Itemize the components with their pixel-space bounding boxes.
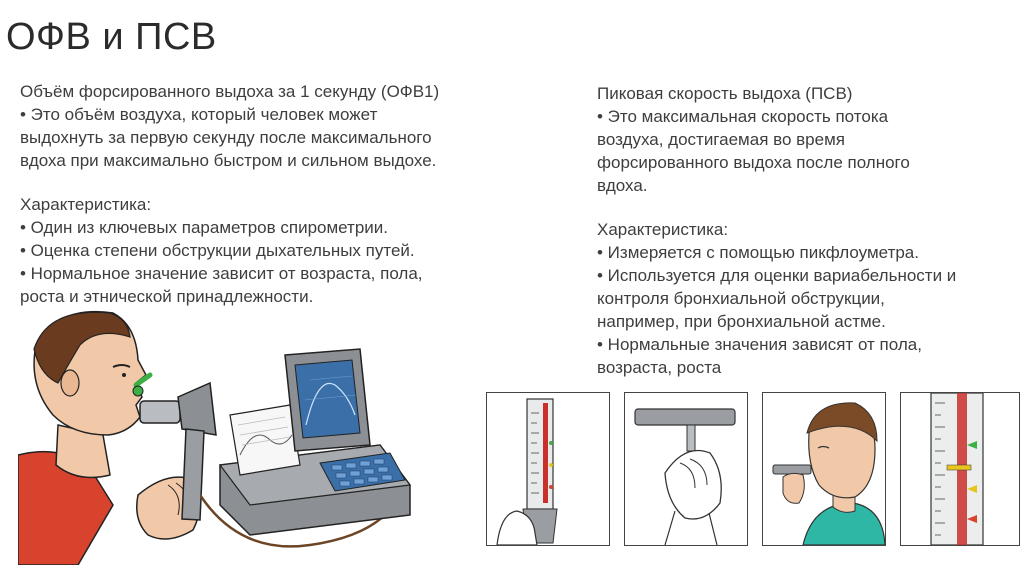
peak-flow-meter-closeup-icon bbox=[901, 393, 1019, 545]
page-title: ОФВ и ПСВ bbox=[6, 16, 217, 58]
fev1-definition-line: выдохнуть за первую секунду после максимального bbox=[20, 128, 432, 147]
peak-flow-meter-held-icon bbox=[625, 393, 747, 545]
peak-flow-panel bbox=[486, 392, 610, 546]
pef-characteristic-line: • Используется для оценки вариабельности и bbox=[597, 266, 957, 285]
fev1-characteristic-line: • Нормальное значение зависит от возраста, пола, bbox=[20, 264, 423, 283]
pef-characteristic-line: • Измеряется с помощью пикфлоуметра. bbox=[597, 243, 919, 262]
peak-flow-panel bbox=[624, 392, 748, 546]
fev1-characteristic-line: роста и этнической принадлежности. bbox=[20, 287, 314, 306]
pef-characteristic-line: возраста, роста bbox=[597, 358, 722, 377]
pef-characteristic-line: • Нормальные значения зависят от пола, bbox=[597, 335, 922, 354]
pef-heading: Пиковая скорость выдоха (ПСВ) bbox=[597, 84, 853, 103]
peak-flow-meter-scale-icon bbox=[487, 393, 609, 545]
spirometry-patient-illustration bbox=[18, 305, 218, 565]
peak-flow-user-icon bbox=[763, 393, 885, 545]
fev1-characteristics-heading: Характеристика: bbox=[20, 195, 152, 214]
fev1-characteristic-line: • Один из ключевых параметров спирометрии. bbox=[20, 218, 389, 237]
peak-flow-panel bbox=[900, 392, 1020, 546]
fev1-definition-line: • Это объём воздуха, который человек может bbox=[20, 105, 378, 124]
pef-definition-line: вдоха. bbox=[597, 176, 648, 195]
pef-definition-line: • Это максимальная скорость потока bbox=[597, 107, 889, 126]
pef-definition-line: форсированного выдоха после полного bbox=[597, 153, 910, 172]
spirometer-device-illustration bbox=[200, 345, 420, 560]
pef-section bbox=[597, 82, 1017, 379]
fev1-section bbox=[20, 80, 520, 308]
fev1-definition-line: вдоха при максимально быстром и сильном выдохе. bbox=[20, 151, 437, 170]
pef-definition-line: воздуха, достигаемая во время bbox=[597, 130, 845, 149]
peak-flow-panel bbox=[762, 392, 886, 546]
fev1-heading: Объём форсированного выдоха за 1 секунду (ОФВ1) bbox=[20, 82, 440, 101]
fev1-characteristic-line: • Оценка степени обструкции дыхательных путей. bbox=[20, 241, 415, 260]
pef-characteristics-heading: Характеристика: bbox=[597, 220, 729, 239]
pef-characteristic-line: контроля бронхиальной обструкции, bbox=[597, 289, 885, 308]
pef-characteristic-line: например, при бронхиальной астме. bbox=[597, 312, 886, 331]
